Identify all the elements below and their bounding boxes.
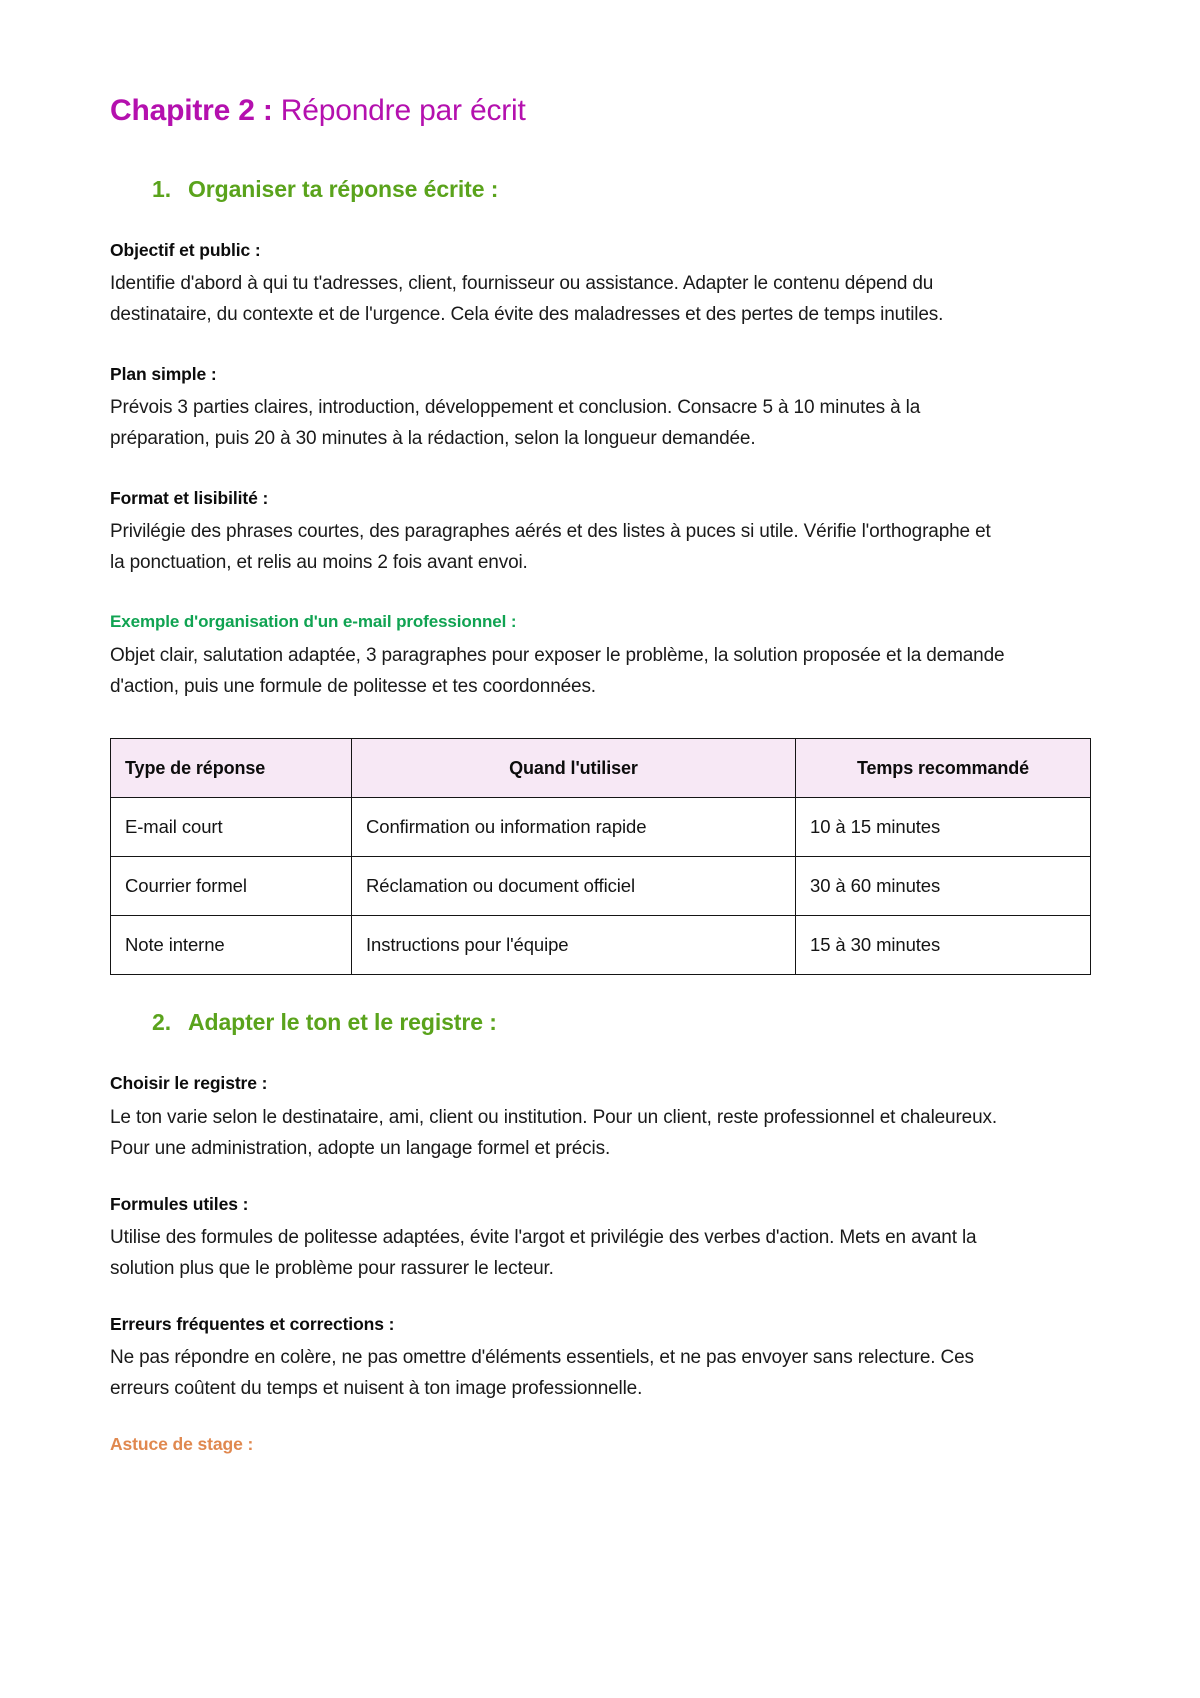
sub-heading-erreurs-frequentes: Erreurs fréquentes et corrections : <box>110 1313 395 1334</box>
sub-heading-objectif: Objectif et public : <box>110 239 261 260</box>
sub-heading-exemple-organisation: Exemple d'organisation d'un e-mail professionnel : <box>110 611 517 631</box>
sub-heading-formules-utiles: Formules utiles : <box>110 1193 249 1214</box>
sub-heading-format-lisibilite: Format et lisibilité : <box>110 487 269 508</box>
body-text-format-lisibilite: Privilégie des phrases courtes, des paragraphes aérés et des listes à puces si utile. Vérifie l'orthographe et la ponctuation, et relis au moins 2 fois avant envoi. <box>110 521 991 574</box>
table-cell-time: 30 à 60 minutes <box>796 857 1091 916</box>
block-choisir-registre <box>110 1072 1092 1164</box>
table-cell-when: Réclamation ou document officiel <box>352 857 796 916</box>
sub-heading-plan-simple: Plan simple : <box>110 363 217 384</box>
block-objectif-et-public <box>110 239 1092 331</box>
sub-heading-choisir-registre: Choisir le registre : <box>110 1073 268 1094</box>
chapter-label: Chapitre 2 : <box>110 94 273 127</box>
block-format-lisibilite <box>110 487 1092 579</box>
table-row <box>111 798 1091 857</box>
table-body <box>111 798 1091 975</box>
body-text-choisir-registre: Le ton varie selon le destinataire, ami, client ou institution. Pour un client, reste professionnel et chaleureux. Pour une administration, adopte un langage formel et précis. <box>110 1107 997 1159</box>
block-formules-utiles <box>110 1193 1092 1285</box>
block-erreurs-frequentes <box>110 1313 1092 1405</box>
body-text-erreurs-frequentes: Ne pas répondre en colère, ne pas omettre d'éléments essentiels, et ne pas envoyer sans relecture. Ces erreurs coûtent du temps et nuisent à ton image professionnelle. <box>110 1347 974 1400</box>
table-header-row <box>111 739 1091 798</box>
table-header-when: Quand l'utiliser <box>352 739 796 798</box>
table-row <box>111 916 1091 975</box>
body-text-formules-utiles: Utilise des formules de politesse adaptées, évite l'argot et privilégie des verbes d'action. Mets en avant la solution plus que le problème pour rassurer le lecteur. <box>110 1227 977 1279</box>
table-cell-type: E-mail court <box>111 798 352 857</box>
table-cell-type: Courrier formel <box>111 857 352 916</box>
body-text-objectif: Identifie d'abord à qui tu t'adresses, client, fournisseur ou assistance. Adapter le contenu dépend du destinataire, du contexte et de l'urgence. Cela évite des maladresses et des pertes de temps inutiles. <box>110 273 944 325</box>
section-heading-2 <box>152 1009 1092 1036</box>
table-cell-type: Note interne <box>111 916 352 975</box>
block-exemple-organisation <box>110 611 1092 702</box>
sub-heading-astuce-de-stage: Astuce de stage : <box>110 1433 254 1454</box>
table-header-type: Type de réponse <box>111 739 352 798</box>
table-header <box>111 739 1091 798</box>
block-astuce-de-stage <box>110 1433 1092 1457</box>
section-title-2: Adapter le ton et le registre : <box>188 1009 497 1036</box>
table-cell-time: 10 à 15 minutes <box>796 798 1091 857</box>
table-cell-when: Instructions pour l'équipe <box>352 916 796 975</box>
section-heading-1 <box>152 176 1092 203</box>
section-number-2: 2. <box>152 1009 171 1036</box>
table-row <box>111 857 1091 916</box>
body-text-exemple-organisation: Objet clair, salutation adaptée, 3 paragraphes pour exposer le problème, la solution proposée et la demande d'action, puis une formule de politesse et tes coordonnées. <box>110 644 1005 697</box>
body-text-plan-simple: Prévois 3 parties claires, introduction, développement et conclusion. Consacre 5 à 10 minutes à la préparation, puis 20 à 30 minutes à la rédaction, selon la longueur demandée. <box>110 397 921 450</box>
page-title <box>110 92 1092 130</box>
table-bottom-spacer <box>110 975 1092 1009</box>
section-title-1: Organiser ta réponse écrite : <box>188 175 499 202</box>
table-header-time: Temps recommandé <box>796 739 1091 798</box>
section-number-1: 1. <box>152 175 171 202</box>
table-cell-when: Confirmation ou information rapide <box>352 798 796 857</box>
chapter-subject: Répondre par écrit <box>272 94 526 127</box>
response-types-table <box>110 738 1091 975</box>
block-plan-simple <box>110 363 1092 455</box>
table-cell-time: 15 à 30 minutes <box>796 916 1091 975</box>
